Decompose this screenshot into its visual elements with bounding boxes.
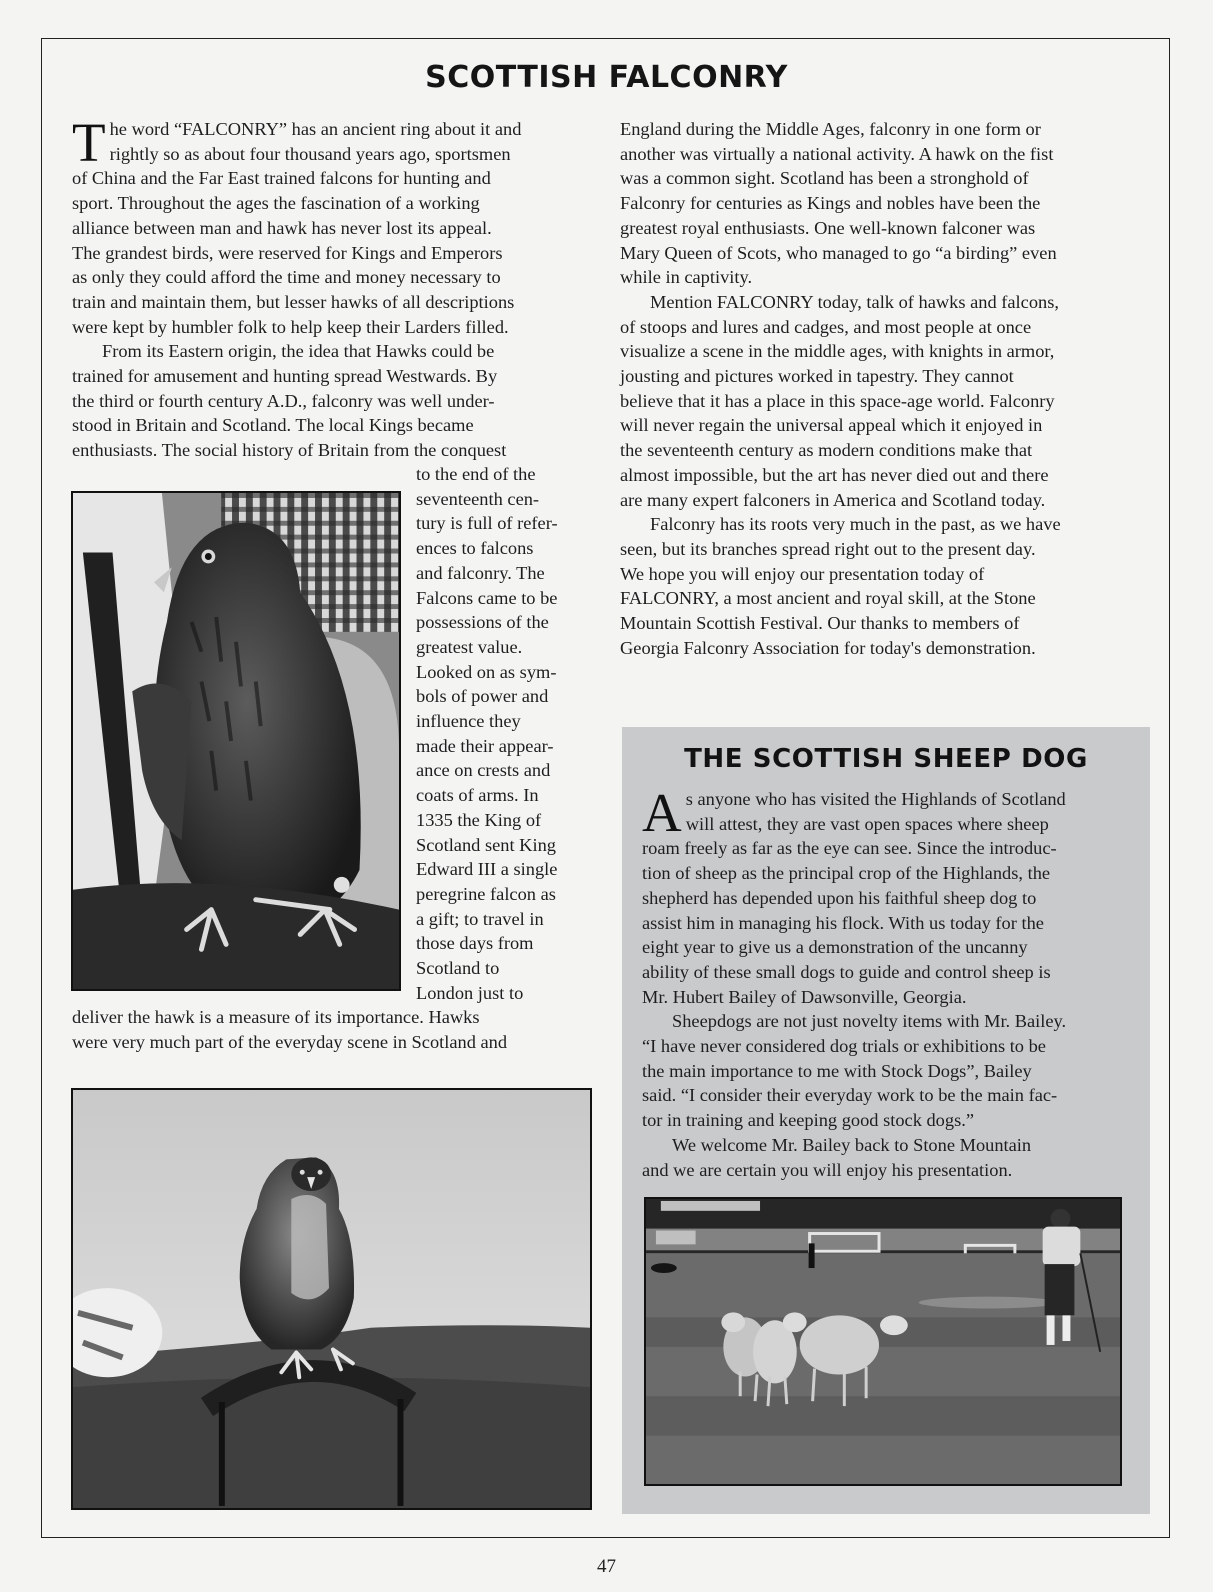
text-line: Falconry has its roots very much in the past, as we have xyxy=(650,514,1061,535)
text-line: alliance between man and hawk has never lost its appeal. xyxy=(72,217,492,238)
text-line: Falconry for centuries as Kings and nobles have been the xyxy=(620,193,1041,214)
sidebar-text xyxy=(642,782,1137,1182)
text-line: visualize a scene in the middle ages, with knights in armor, xyxy=(620,341,1055,362)
text-line: the seventeenth century as modern conditions make that xyxy=(620,440,1033,461)
left-column-bottom xyxy=(72,1005,592,1054)
text-line: shepherd has depended upon his faithful sheep dog to xyxy=(642,887,1037,908)
text-line: will attest, they are vast open spaces where sheep xyxy=(685,813,1049,834)
text-line: peregrine falcon as xyxy=(416,883,556,904)
text-line: Mention FALCONRY today, talk of hawks and falcons, xyxy=(650,291,1059,312)
text-line: were very much part of the everyday scene in Scotland and xyxy=(72,1031,508,1052)
left-column-top xyxy=(72,112,592,463)
text-line: he word “FALCONRY” has an ancient ring about it and xyxy=(109,119,522,139)
sheep-trial-photo xyxy=(644,1197,1122,1486)
text-line: rightly so as about four thousand years ago, sportsmen xyxy=(109,143,511,164)
text-line: of China and the Far East trained falcons for hunting and xyxy=(72,168,491,189)
text-line: were kept by humbler folk to help keep their Larders filled. xyxy=(72,316,509,337)
text-line: said. “I consider their everyday work to be the main fac- xyxy=(642,1085,1058,1106)
text-line: s anyone who has visited the Highlands of Scotland xyxy=(685,789,1066,809)
right-column xyxy=(620,117,1150,660)
text-line: From its Eastern origin, the idea that Hawks could be xyxy=(102,341,495,362)
text-line: bols of power and xyxy=(416,686,549,707)
text-line: tor in training and keeping good stock dogs.” xyxy=(642,1110,974,1131)
text-line: and falconry. The xyxy=(416,562,545,583)
text-line: Looked on as sym- xyxy=(416,661,557,682)
text-line: the main importance to me with Stock Dogs”, Bailey xyxy=(642,1060,1032,1081)
text-line: tury is full of refer- xyxy=(416,513,558,534)
text-line: tion of sheep as the principal crop of the Highlands, the xyxy=(642,863,1051,884)
text-line: are many expert falconers in America and Scotland today. xyxy=(620,489,1046,510)
text-line: almost impossible, but the art has never died out and there xyxy=(620,464,1049,485)
text-line: ance on crests and xyxy=(416,760,551,781)
drop-cap-t: T xyxy=(72,112,106,173)
text-line: Mr. Hubert Bailey of Dawsonville, Georgia. xyxy=(642,986,967,1007)
text-line: We welcome Mr. Bailey back to Stone Mountain xyxy=(672,1134,1032,1155)
text-line: was a common sight. Scotland has been a stronghold of xyxy=(620,168,1029,189)
wrap-column xyxy=(416,462,596,1005)
text-line: “I have never considered dog trials or exhibitions to be xyxy=(642,1036,1046,1057)
text-line: possessions of the xyxy=(416,612,549,633)
hawk-on-perch-image xyxy=(73,1090,590,1508)
text-line: Edward III a single xyxy=(416,859,558,880)
text-line: while in captivity. xyxy=(620,267,753,288)
text-line: The grandest birds, were reserved for Kings and Emperors xyxy=(72,242,503,263)
text-line: seen, but its branches spread right out to the present day. xyxy=(620,538,1036,559)
text-line: 1335 the King of xyxy=(416,809,542,830)
hawk-on-fist-image xyxy=(73,493,399,989)
text-line: deliver the hawk is a measure of its importance. Hawks xyxy=(72,1007,480,1027)
sheep-trial-image xyxy=(646,1199,1120,1484)
text-line: assist him in managing his flock. With us today for the xyxy=(642,912,1044,933)
text-line: a gift; to travel in xyxy=(416,908,544,929)
text-line: of stoops and lures and cadges, and most people at once xyxy=(620,316,1032,337)
text-line: and we are certain you will enjoy his presentation. xyxy=(642,1159,1013,1180)
text-line: eight year to give us a demonstration of the uncanny xyxy=(642,937,1028,958)
page-number: 47 xyxy=(597,1556,616,1577)
text-line: jousting and pictures worked in tapestry. They cannot xyxy=(620,366,1014,387)
text-line: We hope you will enjoy our presentation today of xyxy=(620,563,985,584)
hawk-on-perch-photo xyxy=(71,1088,592,1510)
text-line: will never regain the universal appeal which it enjoyed in xyxy=(620,415,1043,436)
text-line: FALCONRY, a most ancient and royal skill, at the Stone xyxy=(620,588,1036,609)
text-line: Georgia Falconry Association for today's demonstration. xyxy=(620,637,1036,658)
text-line: ability of these small dogs to guide and control sheep is xyxy=(642,961,1051,982)
text-line: made their appear- xyxy=(416,735,554,756)
text-line: London just to xyxy=(416,982,524,1003)
text-line: ences to falcons xyxy=(416,538,534,559)
text-line: the third or fourth century A.D., falconry was well under- xyxy=(72,390,495,411)
text-line: seventeenth cen- xyxy=(416,488,540,509)
text-line: greatest value. xyxy=(416,636,523,657)
hawk-on-fist-photo xyxy=(71,491,401,991)
text-line: as only they could afford the time and money necessary to xyxy=(72,267,501,288)
text-line: to the end of the xyxy=(416,464,536,484)
drop-cap-a: A xyxy=(642,782,682,843)
text-line: Falcons came to be xyxy=(416,587,558,608)
text-line: coats of arms. In xyxy=(416,785,539,806)
text-line: trained for amusement and hunting spread Westwards. By xyxy=(72,366,498,387)
text-line: stood in Britain and Scotland. The local Kings became xyxy=(72,415,474,436)
text-line: Mountain Scottish Festival. Our thanks to members of xyxy=(620,613,1020,634)
text-line: greatest royal enthusiasts. One well-known falconer was xyxy=(620,217,1036,238)
text-line: sport. Throughout the ages the fascination of a working xyxy=(72,193,480,214)
text-line: another was virtually a national activity. A hawk on the fist xyxy=(620,143,1054,164)
text-line: Scotland to xyxy=(416,958,500,979)
text-line: train and maintain them, but lesser hawks of all descriptions xyxy=(72,291,515,312)
text-line: believe that it has a place in this space-age world. Falconry xyxy=(620,390,1055,411)
text-line: roam freely as far as the eye can see. Since the introduc- xyxy=(642,838,1057,859)
text-line: Scotland sent King xyxy=(416,834,556,855)
text-line: England during the Middle Ages, falconry in one form or xyxy=(620,119,1041,139)
sidebar-title: THE SCOTTISH SHEEP DOG xyxy=(684,744,1088,774)
text-line: those days from xyxy=(416,933,534,954)
article-title: SCOTTISH FALCONRY xyxy=(425,60,788,95)
sheep-dog-sidebar xyxy=(622,727,1150,1514)
text-line: Mary Queen of Scots, who managed to go “a birding” even xyxy=(620,242,1057,263)
text-line: influence they xyxy=(416,711,521,732)
text-line: Sheepdogs are not just novelty items with Mr. Bailey. xyxy=(672,1011,1067,1032)
text-line: enthusiasts. The social history of Britain from the conquest xyxy=(72,440,507,461)
